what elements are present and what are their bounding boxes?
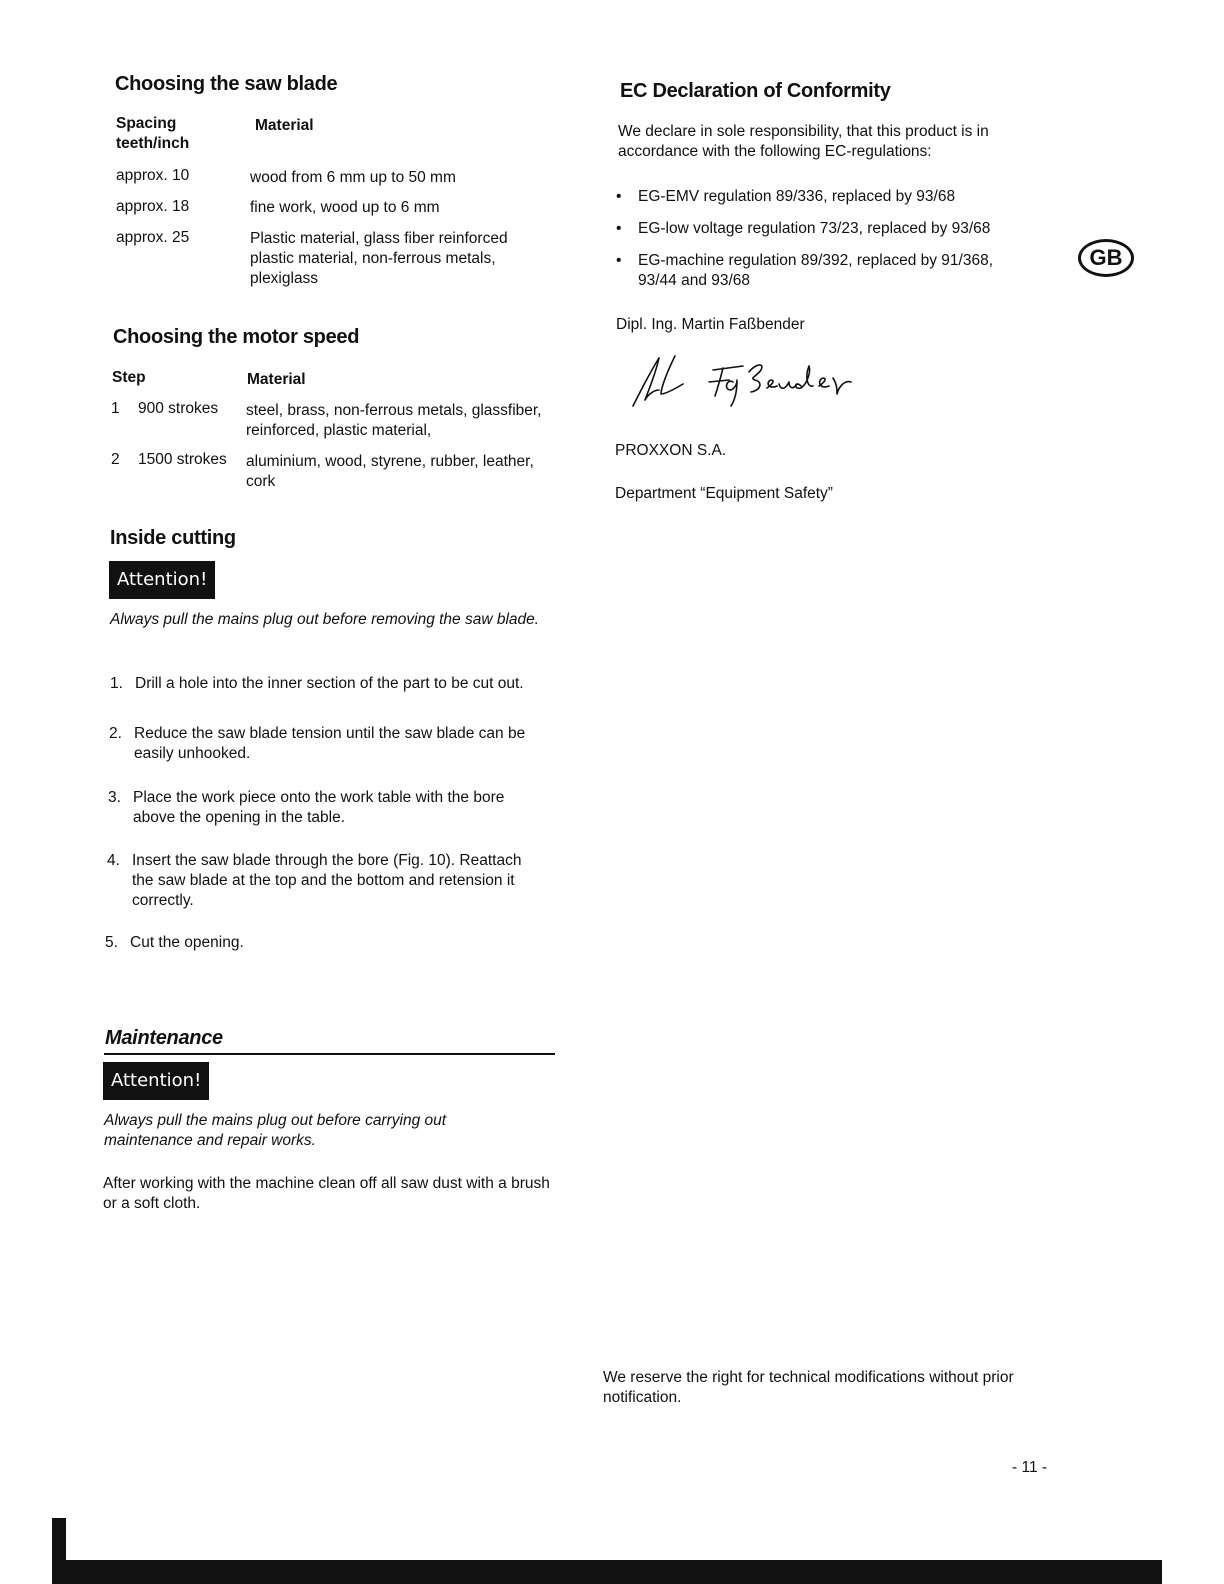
blade-heading: Choosing the saw blade [115, 73, 338, 95]
maintenance-rule [104, 1053, 555, 1055]
scan-bottom-bar [52, 1560, 1162, 1584]
speed-material: aluminium, wood, styrene, rubber, leather, cork [246, 453, 534, 490]
speed-heading: Choosing the motor speed [113, 326, 360, 348]
speed-strokes: 900 strokes [138, 400, 219, 417]
blade-material: fine work, wood up to 6 mm [250, 199, 440, 216]
ec-department: Department “Equipment Safety” [615, 485, 833, 502]
footer-note: We reserve the right for technical modifications without prior notification. [603, 1369, 1014, 1406]
maintenance-text: After working with the machine clean off all saw dust with a brush or a soft cloth. [103, 1175, 550, 1212]
blade-spacing: approx. 25 [116, 229, 190, 246]
step-text: Place the work piece onto the work table with the bore above the opening in the table. [133, 789, 505, 826]
maintenance-attention-badge: Attention! [103, 1062, 209, 1100]
speed-header-material: Material [247, 371, 306, 388]
maintenance-warning: Always pull the mains plug out before carrying out maintenance and repair works. [104, 1112, 447, 1149]
bullet-dot: • [616, 220, 622, 237]
speed-strokes: 1500 strokes [138, 451, 227, 468]
ec-company: PROXXON S.A. [615, 442, 727, 459]
step-text: Cut the opening. [130, 934, 244, 951]
country-badge: GB [1078, 239, 1134, 277]
inside-heading: Inside cutting [110, 527, 236, 549]
step-number: 3. [108, 789, 121, 806]
step-number: 4. [107, 852, 120, 869]
blade-spacing: approx. 18 [116, 198, 190, 215]
step-number: 5. [105, 934, 118, 951]
ec-heading: EC Declaration of Conformity [620, 80, 891, 102]
blade-header-spacing: Spacing teeth/inch [116, 115, 190, 152]
bullet-text: EG-machine regulation 89/392, replaced by 91/368, 93/44 and 93/68 [638, 252, 994, 289]
page-number: - 11 - [1012, 1459, 1048, 1476]
bullet-dot: • [616, 188, 622, 205]
step-text: Reduce the saw blade tension until the saw blade can be easily unhooked. [134, 725, 526, 762]
blade-material: Plastic material, glass fiber reinforced plastic material, non-ferrous metals, plexiglass [250, 230, 508, 287]
ec-intro: We declare in sole responsibility, that this product is in accordance with the following EC-regulations: [618, 123, 989, 160]
blade-spacing: approx. 10 [116, 167, 190, 184]
maintenance-heading: Maintenance [105, 1027, 223, 1049]
inside-attention-badge: Attention! [109, 561, 215, 599]
handwritten-signature [625, 350, 875, 412]
speed-step: 1 [111, 400, 120, 417]
blade-material: wood from 6 mm up to 50 mm [250, 169, 456, 186]
speed-step: 2 [111, 451, 120, 468]
ec-signatory: Dipl. Ing. Martin Faßbender [616, 316, 805, 333]
inside-warning: Always pull the mains plug out before removing the saw blade. [110, 611, 540, 628]
bullet-dot: • [616, 252, 622, 269]
step-text: Drill a hole into the inner section of the part to be cut out. [135, 675, 524, 692]
bullet-text: EG-low voltage regulation 73/23, replaced by 93/68 [638, 220, 991, 237]
speed-header-step: Step [112, 369, 146, 386]
step-number: 2. [109, 725, 122, 742]
speed-material: steel, brass, non-ferrous metals, glassfiber, reinforced, plastic material, [246, 402, 542, 439]
step-text: Insert the saw blade through the bore (Fig. 10). Reattach the saw blade at the top and the bottom and retension it correctly. [132, 852, 522, 909]
blade-header-material: Material [255, 117, 314, 134]
bullet-text: EG-EMV regulation 89/336, replaced by 93/68 [638, 188, 956, 205]
step-number: 1. [110, 675, 123, 692]
